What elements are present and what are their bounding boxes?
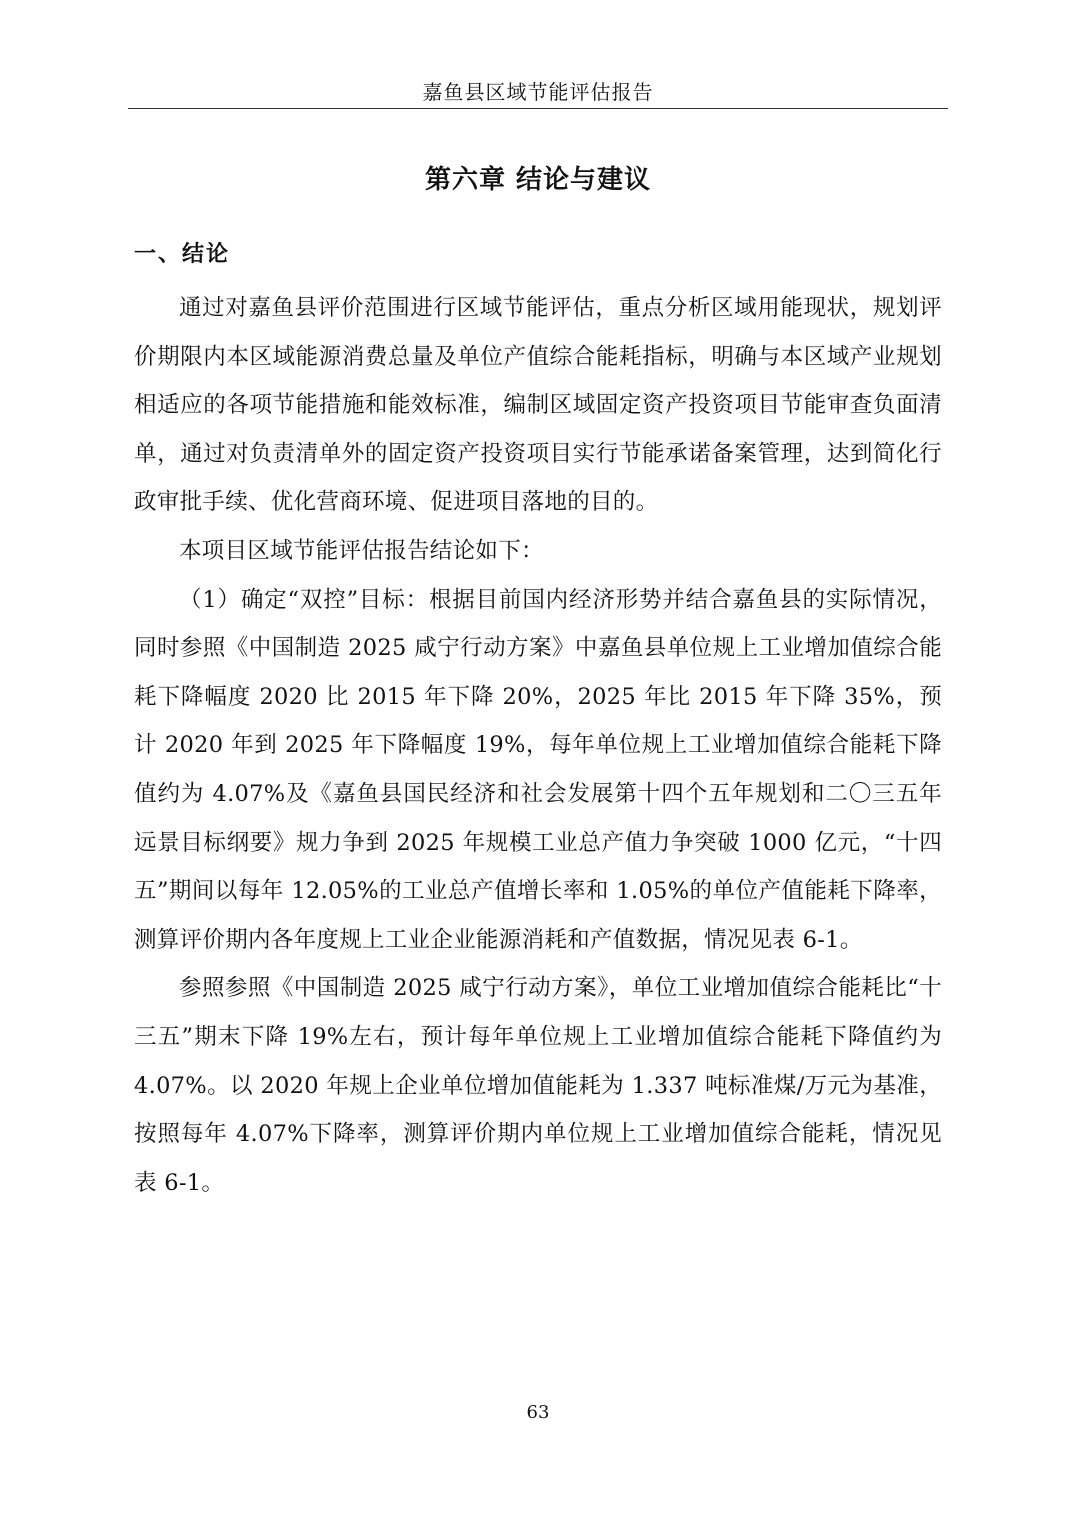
running-header: 嘉鱼县区域节能评估报告 [422, 80, 654, 104]
section-heading: 一、结论 [134, 241, 231, 267]
chapter-title: 第六章 结论与建议 [424, 165, 652, 195]
page-number: 63 [526, 1402, 550, 1423]
paragraph-dual-control: （1）确定“双控”目标：根据目前国内经济形势并结合嘉鱼县的实际情况，同时参照《中国制造 2025 咸宁行动方案》中嘉鱼县单位规上工业增加值综合能耗下降幅度 2020 比 2015 年下降 20%，2025 年比 2015 年下降 35%，预计 2020 年到 2025 年下降幅度 19%，每年单位规上工业增加值综合能耗下降值约为 4.07%及《嘉鱼县国民经济和社会发展第十四个五年规划和二〇三五年远景目标纲要》规力争到 2025 年规模工业总产值力争突破 1000 亿元，“十四五”期间以每年 12.05%的工业总产值增长率和 1.05%的单位产值能耗下降率，测算评价期内各年度规上工业企业能源消耗和产值数据，情况见表 6-1。 [134, 586, 942, 953]
paragraph-lead: 本项目区域节能评估报告结论如下： [179, 537, 544, 564]
body-text [134, 284, 942, 1207]
paragraph-intro: 通过对嘉鱼县评价范围进行区域节能评估，重点分析区域用能现状，规划评价期限内本区域能源消费总量及单位产值综合能耗指标，明确与本区域产业规划相适应的各项节能措施和能效标准，编制区域固定资产投资项目节能审查负面清单，通过对负责清单外的固定资产投资项目实行节能承诺备案管理，达到简化行政审批手续、优化营商环境、促进项目落地的目的。 [134, 295, 942, 516]
header-rule [128, 108, 948, 109]
paragraph-reference: 参照参照《中国制造 2025 咸宁行动方案》，单位工业增加值综合能耗比“十三五”期末下降 19%左右，预计每年单位规上工业增加值综合能耗下降值约为 4.07%。以 2020 年规上企业单位增加值能耗为 1.337 吨标准煤/万元为基准，按照每年 4.07%下降率，测算评价期内单位规上工业增加值综合能耗，情况见表 6-1。 [134, 975, 942, 1196]
